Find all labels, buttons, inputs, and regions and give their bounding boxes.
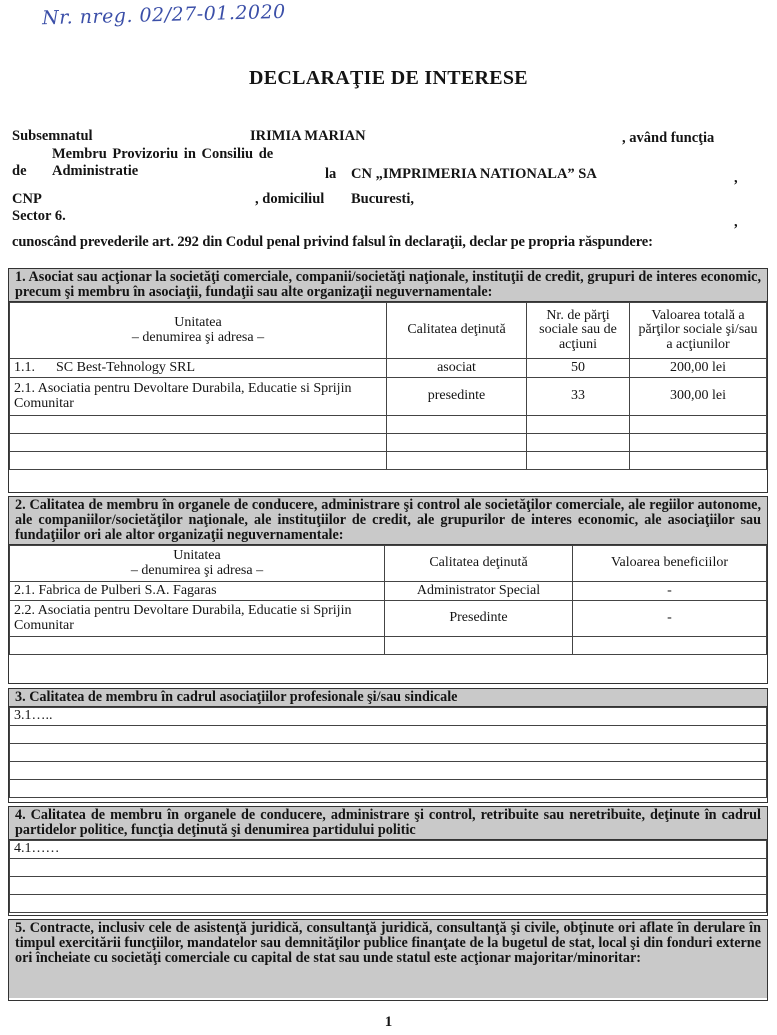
section-2-board-memberships [8,496,768,684]
benefits-cell: - [573,601,767,637]
unit-cell: 2.2. Asociatia pentru Devoltare Durabila, Educatie si Sprijin Comunitar [10,601,385,637]
row-placeholder: 4.1…… [10,841,767,859]
avand-functia-label: , având funcţia [622,130,715,146]
comma-mark: , [734,214,738,230]
empty-row [10,859,767,877]
section-2-title: 2. Calitatea de membru în organele de conducere, administrare şi control ale societăţilor comerciale, ale regiilor autonome, ale companiilor/societăţilor naţionale, ale instituţiilor de credit, ale grupurilor de interes economic, ale asociaţiilor sau fundaţiilor ori ale altor organizaţii neguvernamentale: [9,497,767,545]
section-4-political-parties [8,806,768,916]
column-header-unit: Unitatea – denumirea şi adresa – [10,546,385,582]
column-header-unit: Unitatea – denumirea şi adresa – [10,303,387,359]
shares-cell: 50 [527,359,630,378]
table-row [10,708,767,726]
institution-name: CN „IMPRIMERIA NATIONALA” SA [351,166,597,182]
empty-row [10,744,767,762]
empty-row [10,416,767,434]
empty-row [10,762,767,780]
cnp-label: CNP [12,191,42,207]
column-header-value: Valoarea totală a părţilor sociale şi/sau a acţiunilor [630,303,767,359]
unit-cell: 1.1. SC Best-Tehnology SRL [10,359,387,378]
domicile-sector: Sector 6. [12,208,66,224]
role-cell: Presedinte [385,601,573,637]
table-row [10,601,767,637]
empty-row [10,452,767,470]
document-title: DECLARAŢIE DE INTERESE [249,67,528,89]
section-3-professional-associations [8,688,768,803]
section-1-table [9,302,767,470]
table-row [10,582,767,601]
empty-row [10,434,767,452]
table-row [10,359,767,378]
function-line-1: Membru Provizoriu in Consiliu de [52,146,274,162]
table-header-row [10,546,767,582]
shares-cell: 33 [527,378,630,416]
section-2-table [9,545,767,655]
comma-mark: , [734,170,738,186]
empty-row [10,637,767,655]
table-row [10,841,767,859]
section-5-title: 5. Contracte, inclusiv cele de asistenţă juridică, consultanţă juridică, consultanţă şi civile, obţinute ori aflate în derulare în timpul exercitării funcţiilor, mandatelor sau demnităţilor publice finanţate de la bugetul de stat, local şi din fonduri externe ori încheiate cu societăţi comerciale cu capital de stat sau unde statul este acţionar majoritar/minoritar: [9,920,767,998]
section-4-table [9,840,767,913]
section-1-shareholdings [8,268,768,493]
declarant-name: IRIMIA MARIAN [250,128,366,144]
empty-row [10,780,767,798]
section-1-title: 1. Asociat sau acţionar la societăţi comerciale, companii/societăţi naţionale, instituţii de credit, grupuri de interes economic, precum şi membru în asociaţii, fundaţii sau alte organizaţii neguvernamentale: [9,269,767,302]
column-header-role: Calitatea deţinută [387,303,527,359]
table-header-row [10,303,767,359]
column-header-role: Calitatea deţinută [385,546,573,582]
role-cell: asociat [387,359,527,378]
declaration-statement: cunoscând prevederile art. 292 din Codul penal privind falsul în declaraţii, declar pe propria răspundere: [12,234,653,250]
empty-row [10,877,767,895]
row-placeholder: 3.1….. [10,708,767,726]
empty-row [10,726,767,744]
handwritten-registration-number: Nr. nreg. 02/27-01.2020 [41,0,286,30]
subsemnatul-label: Subsemnatul [12,128,93,144]
column-header-benefits: Valoarea beneficiilor [573,546,767,582]
column-header-shares: Nr. de părţi sociale sau de acţiuni [527,303,630,359]
section-5-contracts [8,919,768,1001]
section-3-title: 3. Calitatea de membru în cadrul asociaţiilor profesionale şi/sau sindicale [9,689,767,707]
section-3-table [9,707,767,798]
function-line-2: Administratie [52,163,139,179]
role-cell: Administrator Special [385,582,573,601]
la-label: la [325,166,337,182]
de-label: de [12,163,27,179]
unit-cell: 2.1. Asociatia pentru Devoltare Durabila, Educatie si Sprijin Comunitar [10,378,387,416]
section-4-title: 4. Calitatea de membru în organele de conducere, administrare şi control, retribuite sau neretribuite, deţinute în cadrul partidelor politice, funcţia deţinută şi denumirea partidului politic [9,807,767,840]
domicile-city: Bucuresti, [351,191,414,207]
unit-cell: 2.1. Fabrica de Pulberi S.A. Fagaras [10,582,385,601]
benefits-cell: - [573,582,767,601]
value-cell: 200,00 lei [630,359,767,378]
empty-row [10,895,767,913]
role-cell: presedinte [387,378,527,416]
table-row [10,378,767,416]
page-number: 1 [384,1014,393,1030]
domiciliul-label: , domiciliul [255,191,325,207]
value-cell: 300,00 lei [630,378,767,416]
